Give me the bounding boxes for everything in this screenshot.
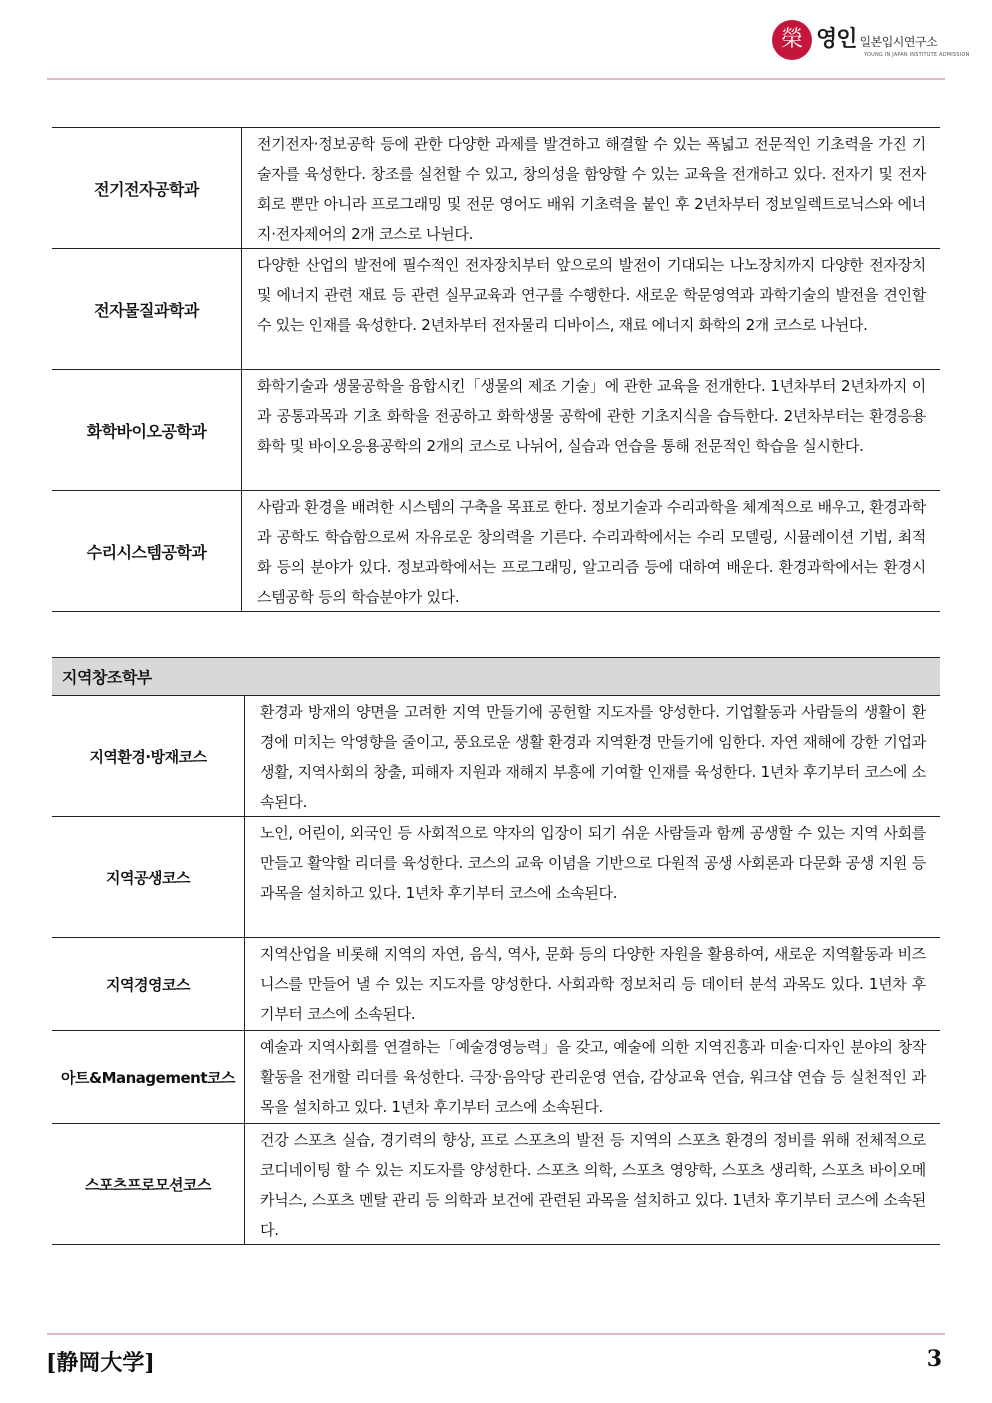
- course-name: 지역환경·방재코스: [52, 696, 245, 816]
- institute-logo: [772, 18, 969, 62]
- course-description: 지역산업을 비롯해 지역의 자연, 음식, 역사, 문화 등의 다양한 자원을 활용하여, 새로운 지역활동과 비즈니스를 만들어 낼 수 있는 지도자를 양성한다. 사회과학 정보처리 등 데이터 분석 과목도 있다. 1년차 후기부터 코스에 소속된다.: [260, 945, 926, 1023]
- course-name: 아트&Management코스: [52, 1031, 245, 1123]
- department-name: 수리시스템공학과: [52, 491, 242, 611]
- table-row: [52, 696, 940, 817]
- department-table: [52, 127, 940, 612]
- department-description: 화학기술과 생물공학을 융합시킨「생물의 제조 기술」에 관한 교육을 전개한다. 1년차부터 2년차까지 이과 공통과목과 기초 화학을 전공하고 화학생물 공학에 관한 기초지식을 습득한다. 2년차부터는 환경응용화학 및 바이오응용공학의 2개의 코스로 나뉘어, 실습과 연습을 통해 전문적인 학습을 실시한다.: [257, 377, 926, 455]
- department-name: 전자물질과학과: [52, 249, 242, 369]
- table-row: [52, 938, 940, 1031]
- table-row: [52, 1031, 940, 1124]
- course-description: 환경과 방재의 양면을 고려한 지역 만들기에 공헌할 지도자를 양성한다. 기업활동과 사람들의 생활이 환경에 미치는 악영향을 줄이고, 풍요로운 생활 환경과 지역환경 만들기에 임한다. 자연 재해에 강한 기업과 생활, 지역사회의 창출, 피해자 지원과 재해지 부흥에 기여할 인재를 육성한다. 1년차 후기부터 코스에 소속된다.: [260, 703, 926, 811]
- brand-name: 영인: [816, 27, 857, 52]
- course-name: 지역공생코스: [52, 817, 245, 937]
- department-name: 화학바이오공학과: [52, 370, 242, 490]
- course-description: 노인, 어린이, 외국인 등 사회적으로 약자의 입장이 되기 쉬운 사람들과 함께 공생할 수 있는 지역 사회를 만들고 활약할 리더를 육성한다. 코스의 교육 이념을 기반으로 다원적 공생 사회론과 다문화 공생 지원 등 과목을 설치하고 있다. 1년차 후기부터 코스에 소속된다.: [260, 824, 926, 902]
- faculty-table: [52, 657, 940, 1245]
- header-divider: [47, 78, 945, 80]
- course-description: 예술과 지역사회를 연결하는「예술경영능력」을 갖고, 예술에 의한 지역진흥과 미술·디자인 분야의 창작활동을 전개할 리더를 육성한다. 극장·음악당 관리운영 연습, 감상교육 연습, 워크샵 연습 등 실천적인 과목을 설치하고 있다. 1년차 후기부터 코스에 소속된다.: [260, 1038, 926, 1116]
- department-name: 전기전자공학과: [52, 128, 242, 248]
- table-row: [52, 127, 940, 249]
- brand-subtitle: 일본입시연구소: [859, 35, 938, 49]
- seal-icon: 榮: [772, 20, 812, 60]
- course-name: 스포츠프로모션코스: [52, 1124, 245, 1244]
- department-description: 다양한 산업의 발전에 필수적인 전자장치부터 앞으로의 발전이 기대되는 나노장치까지 다양한 전자장치 및 에너지 관련 재료 등 관련 실무교육과 연구를 수행한다. 새로운 학문영역과 과학기술의 발전을 견인할 수 있는 인재를 육성한다. 2년차부터 전자물리 디바이스, 재료 에너지 화학의 2개 코스로 나뉜다.: [257, 256, 926, 334]
- page-number: 3: [926, 1346, 942, 1372]
- course-name: 지역경영코스: [52, 938, 245, 1030]
- university-name: [静岡大学]: [46, 1350, 155, 1376]
- brand-english: YOUNG IN JAPAN INSTITUTE ADMISSION: [864, 52, 970, 58]
- department-description: 전기전자·정보공학 등에 관한 다양한 과제를 발견하고 해결할 수 있는 폭넓고 전문적인 기초력을 가진 기술자를 육성한다. 창조를 실천할 수 있고, 창의성을 함양할 수 있는 교육을 전개하고 있다. 전자기 및 전자회로 뿐만 아니라 프로그래밍 및 전문 영어도 배워 기초력을 붙인 후 2년차부터 정보일렉트로닉스와 에너지·전자제어의 2개 코스로 나뉜다.: [257, 135, 926, 243]
- table-row: [52, 249, 940, 370]
- table-row: [52, 370, 940, 491]
- brand-text: [816, 22, 969, 58]
- table-row: [52, 491, 940, 612]
- course-description: 건강 스포츠 실습, 경기력의 향상, 프로 스포츠의 발전 등 지역의 스포츠 환경의 정비를 위해 전체적으로 코디네이팅 할 수 있는 지도자를 양성한다. 스포츠 의학, 스포츠 영양학, 스포츠 생리학, 스포츠 바이오메카닉스, 스포츠 멘탈 관리 등 의학과 보건에 관련된 과목을 설치하고 있다. 1년차 후기부터 코스에 소속된다.: [260, 1131, 926, 1239]
- section-title: 지역창조학부: [52, 657, 940, 696]
- table-row: [52, 1124, 940, 1245]
- department-description: 사람과 환경을 배려한 시스템의 구축을 목표로 한다. 정보기술과 수리과학을 체계적으로 배우고, 환경과학과 공학도 학습함으로써 자유로운 창의력을 기른다. 수리과학에서는 수리 모델링, 시뮬레이션 기법, 최적화 등의 분야가 있다. 정보과학에서는 프로그래밍, 알고리즘 등에 대하여 배운다. 환경과학에서는 환경시스템공학 등의 학습분야가 있다.: [257, 498, 926, 606]
- footer-divider: [47, 1333, 945, 1335]
- table-row: [52, 817, 940, 938]
